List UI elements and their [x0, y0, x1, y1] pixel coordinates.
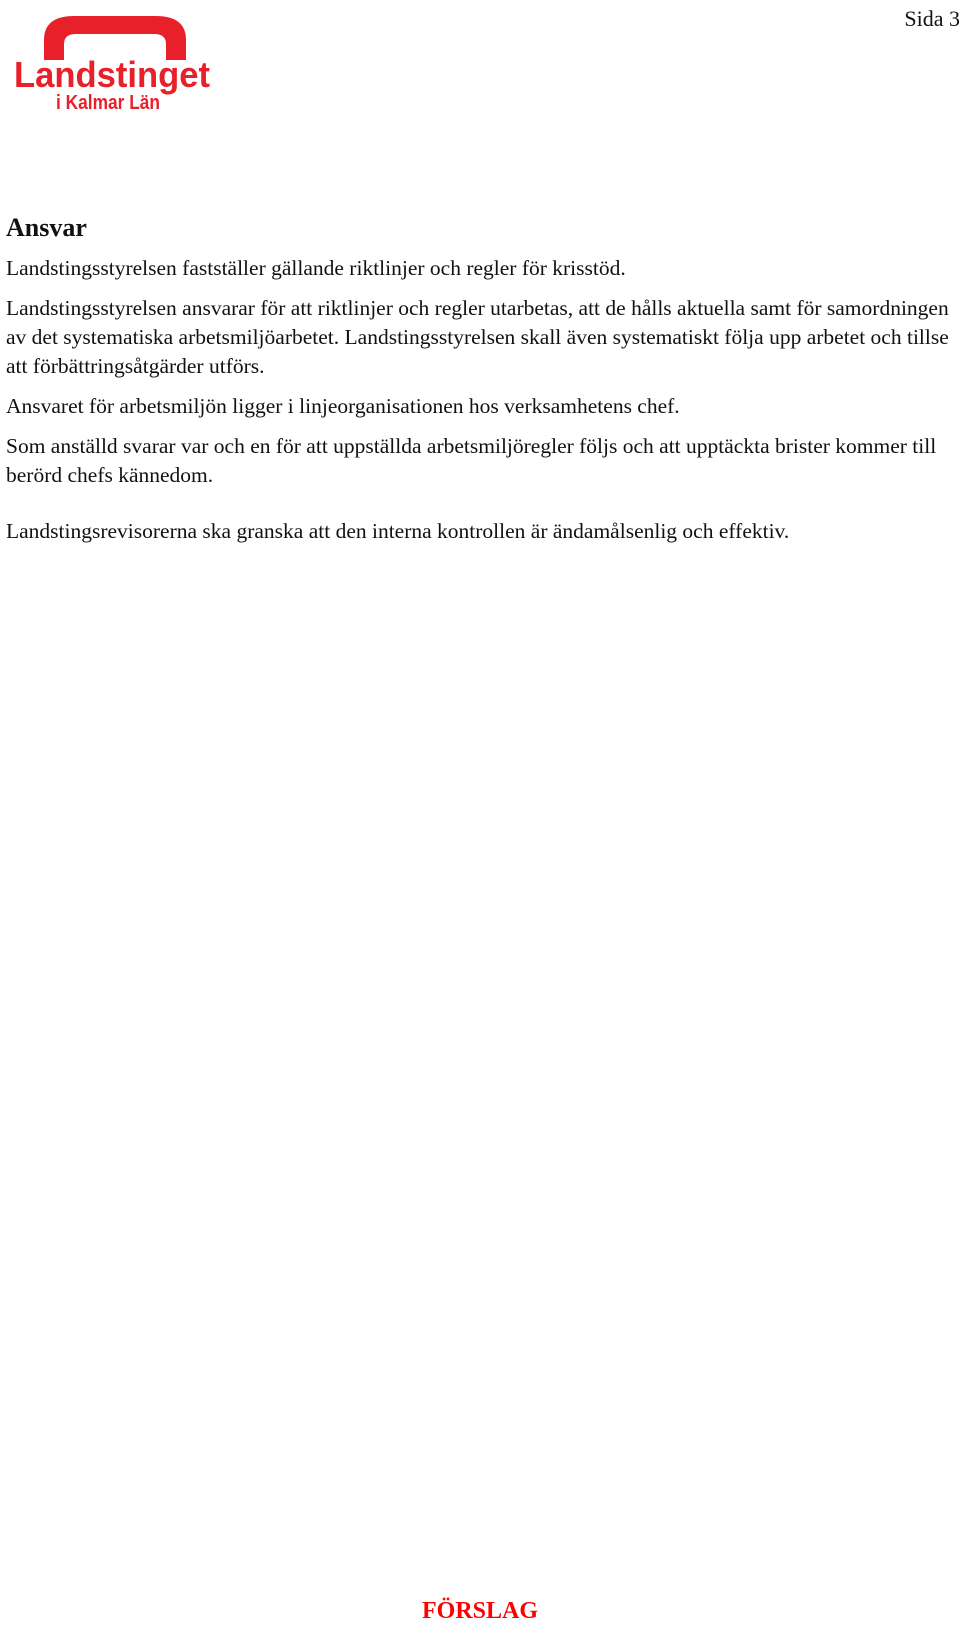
page-number: Sida 3 [904, 6, 960, 31]
paragraph-anstalld: Som anställd svarar var och en för att uppställda arbetsmiljöregler följs och att upptäckta brister kommer till berörd chefs kännedom. [6, 434, 937, 487]
paragraph-linjeorganisation: Ansvaret för arbetsmiljön ligger i linjeorganisationen hos verksamhetens chef. [6, 394, 680, 418]
section-heading: Ansvar [6, 213, 87, 242]
paragraph-krisstod: Landstingsstyrelsen fastställer gällande riktlinjer och regler för krisstöd. [6, 256, 626, 280]
draft-label: FÖRSLAG [421, 1598, 538, 1624]
paragraph-landstingsstyrelsen: Landstingsstyrelsen ansvarar för att riktlinjer och regler utarbetas, att de hålls aktuella samt för samordningen av det systematiska arbetsmiljöarbetet. Landstingsstyrelsen skall även systematiskt följa upp arbetet och tillse att förbättringsåtgärder utförs. [6, 296, 949, 378]
svg-text:i Kalmar Län: i Kalmar Län [56, 92, 160, 114]
landstinget-logo [6, 2, 218, 120]
svg-text:Landstinget: Landstinget [14, 54, 211, 95]
paragraph-revisorer: Landstingsrevisorerna ska granska att den interna kontrollen är ändamålsenlig och effektiv. [6, 519, 790, 543]
ansvar-section [6, 212, 952, 546]
